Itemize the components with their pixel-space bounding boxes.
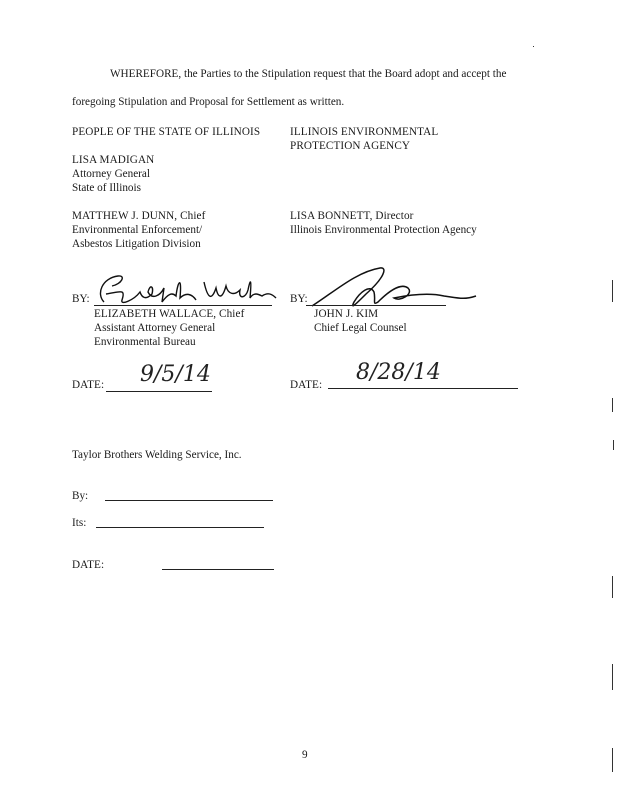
right-party-name-1: ILLINOIS ENVIRONMENTAL: [290, 126, 439, 138]
left-signer-name: ELIZABETH WALLACE, Chief: [94, 308, 245, 320]
company-date-label: DATE:: [72, 559, 105, 571]
scan-mark: [612, 398, 613, 412]
page-number: 9: [302, 749, 308, 761]
scan-mark: [613, 440, 614, 450]
left-official-title-1: Attorney General: [72, 168, 150, 180]
left-date-line: [106, 391, 212, 392]
intro-line-1: WHEREFORE, the Parties to the Stipulation request that the Board adopt and accept the: [110, 68, 507, 80]
left-division-head: MATTHEW J. DUNN, Chief: [72, 210, 206, 222]
left-party-name: PEOPLE OF THE STATE OF ILLINOIS: [72, 126, 261, 138]
left-signer-title-2: Environmental Bureau: [94, 336, 196, 348]
right-signature-line: [306, 305, 446, 306]
scan-mark: [612, 748, 613, 772]
left-signature-line: [94, 305, 272, 306]
company-date-line[interactable]: [162, 569, 274, 570]
right-date-label: DATE:: [290, 379, 323, 391]
scan-mark: [612, 576, 613, 598]
left-official-title-2: State of Illinois: [72, 182, 141, 194]
right-signer-name: JOHN J. KIM: [314, 308, 379, 320]
left-division-line-2: Asbestos Litigation Division: [72, 238, 201, 250]
left-date-value: 9/5/14: [140, 362, 211, 387]
scan-mark: [612, 664, 613, 690]
left-official-name: LISA MADIGAN: [72, 154, 155, 166]
company-by-label: By:: [72, 490, 89, 502]
right-signer-title: Chief Legal Counsel: [314, 322, 407, 334]
company-its-line[interactable]: [96, 527, 264, 528]
company-its-label: Its:: [72, 517, 87, 529]
scan-mark: [533, 46, 534, 47]
company-name: Taylor Brothers Welding Service, Inc.: [72, 449, 242, 461]
scan-mark: [612, 280, 613, 302]
left-signer-title-1: Assistant Attorney General: [94, 322, 216, 334]
right-by-label: BY:: [290, 293, 308, 305]
left-by-label: BY:: [72, 293, 90, 305]
right-agency: Illinois Environmental Protection Agency: [290, 224, 477, 236]
right-director: LISA BONNETT, Director: [290, 210, 414, 222]
right-date-line: [328, 388, 518, 389]
right-date-value: 8/28/14: [356, 360, 441, 385]
intro-line-2: foregoing Stipulation and Proposal for Settlement as written.: [72, 96, 345, 108]
right-party-name-2: PROTECTION AGENCY: [290, 140, 411, 152]
left-date-label: DATE:: [72, 379, 105, 391]
left-division-line-1: Environmental Enforcement/: [72, 224, 203, 236]
company-by-line[interactable]: [105, 500, 273, 501]
